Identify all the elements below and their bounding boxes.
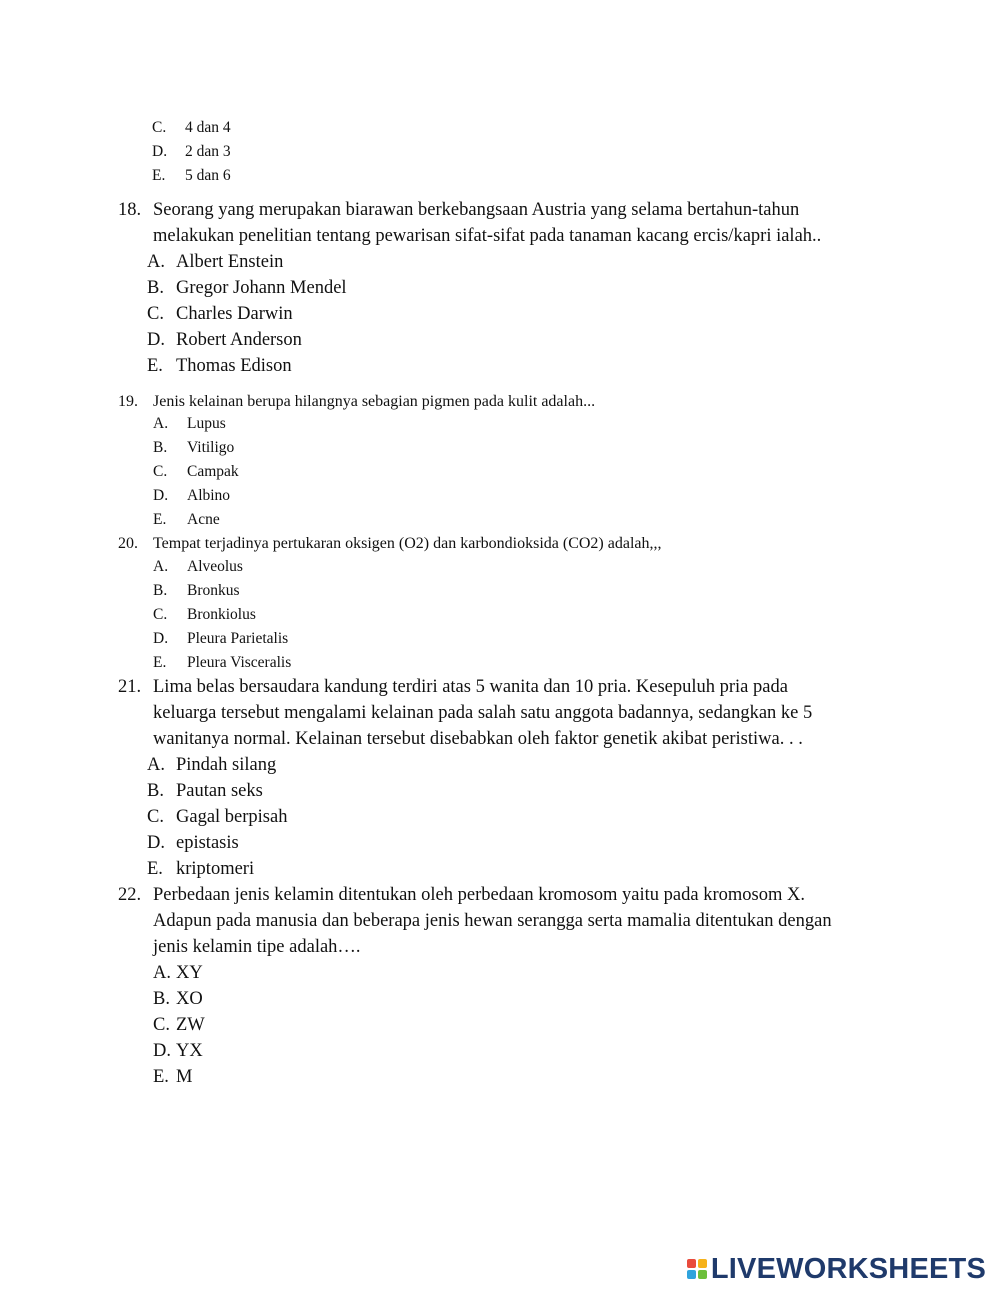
q22-option-a[interactable]: A. XY [153, 963, 203, 983]
q19-option-d[interactable]: D. Albino [153, 487, 231, 504]
option-e: E. 5 dan 6 [152, 167, 231, 184]
option-c: C. 4 dan 4 [152, 119, 231, 136]
question-18-text-line1: Seorang yang merupakan biarawan berkebangsaan Austria yang selama bertahun-tahun [153, 200, 800, 220]
logo-tile-yellow [698, 1259, 707, 1268]
q19-option-e[interactable]: E. Acne [153, 511, 220, 528]
q20-option-d[interactable]: D. Pleura Parietalis [153, 630, 289, 647]
question-18-number: 18. [118, 200, 142, 220]
q22-option-c[interactable]: C. ZW [153, 1015, 205, 1035]
question-19-number: 19. [118, 393, 138, 410]
q18-option-c[interactable]: C. Charles Darwin [147, 304, 293, 324]
q21-option-c[interactable]: C. Gagal berpisah [147, 807, 288, 827]
q18-option-a[interactable]: A. Albert Enstein [147, 252, 284, 272]
q22-option-e[interactable]: E. M [153, 1067, 193, 1087]
question-20-text: Tempat terjadinya pertukaran oksigen (O2) dan karbondioksida (CO2) adalah,,, [153, 535, 662, 552]
q20-option-e[interactable]: E. Pleura Visceralis [153, 654, 292, 671]
question-21-text-line2: keluarga tersebut mengalami kelainan pada salah satu anggota badannya, sedangkan ke 5 [153, 703, 813, 723]
logo-tile-red [687, 1259, 696, 1268]
question-20-number: 20. [118, 535, 138, 552]
logo-tile-blue [687, 1270, 696, 1279]
logo-wordmark: LIVEWORKSHEETS [710, 1252, 986, 1285]
q21-option-d[interactable]: D. epistasis [147, 833, 239, 853]
q21-option-a[interactable]: A. Pindah silang [147, 755, 277, 775]
q22-option-b[interactable]: B. XO [153, 989, 203, 1009]
logo-tile-green [698, 1270, 707, 1279]
question-21-text-line3: wanitanya normal. Kelainan tersebut disebabkan oleh faktor genetik akibat peristiwa. . . [153, 729, 803, 749]
q22-option-d[interactable]: D. YX [153, 1041, 203, 1061]
question-22-text-line2: Adapun pada manusia dan beberapa jenis hewan serangga serta mamalia ditentukan dengan [153, 911, 832, 931]
q21-option-e[interactable]: E. kriptomeri [147, 859, 255, 879]
option-d: D. 2 dan 3 [152, 143, 231, 160]
question-21-number: 21. [118, 677, 142, 697]
question-22-text-line3: jenis kelamin tipe adalah…. [153, 937, 361, 957]
liveworksheets-mark-icon [687, 1259, 707, 1279]
question-22-number: 22. [118, 885, 142, 905]
q20-option-b[interactable]: B. Bronkus [153, 582, 240, 599]
q19-option-b[interactable]: B. Vitiligo [153, 439, 235, 456]
question-22-text-line1: Perbedaan jenis kelamin ditentukan oleh perbedaan kromosom yaitu pada kromosom X. [153, 885, 805, 905]
q18-option-e[interactable]: E. Thomas Edison [147, 356, 292, 376]
q19-option-a[interactable]: A. Lupus [153, 415, 226, 432]
question-21-text-line1: Lima belas bersaudara kandung terdiri atas 5 wanita dan 10 pria. Kesepuluh pria pada [153, 677, 788, 697]
question-19-text: Jenis kelainan berupa hilangnya sebagian pigmen pada kulit adalah... [153, 393, 596, 410]
q19-option-c[interactable]: C. Campak [153, 463, 239, 480]
liveworksheets-logo [687, 1252, 986, 1286]
question-18-text-line2: melakukan penelitian tentang pewarisan sifat-sifat pada tanaman kacang ercis/kapri ialah.. [153, 226, 822, 246]
q21-option-b[interactable]: B. Pautan seks [147, 781, 263, 801]
q20-option-a[interactable]: A. Alveolus [153, 558, 243, 575]
q18-option-d[interactable]: D. Robert Anderson [147, 330, 302, 350]
q20-option-c[interactable]: C. Bronkiolus [153, 606, 256, 623]
q18-option-b[interactable]: B. Gregor Johann Mendel [147, 278, 347, 298]
